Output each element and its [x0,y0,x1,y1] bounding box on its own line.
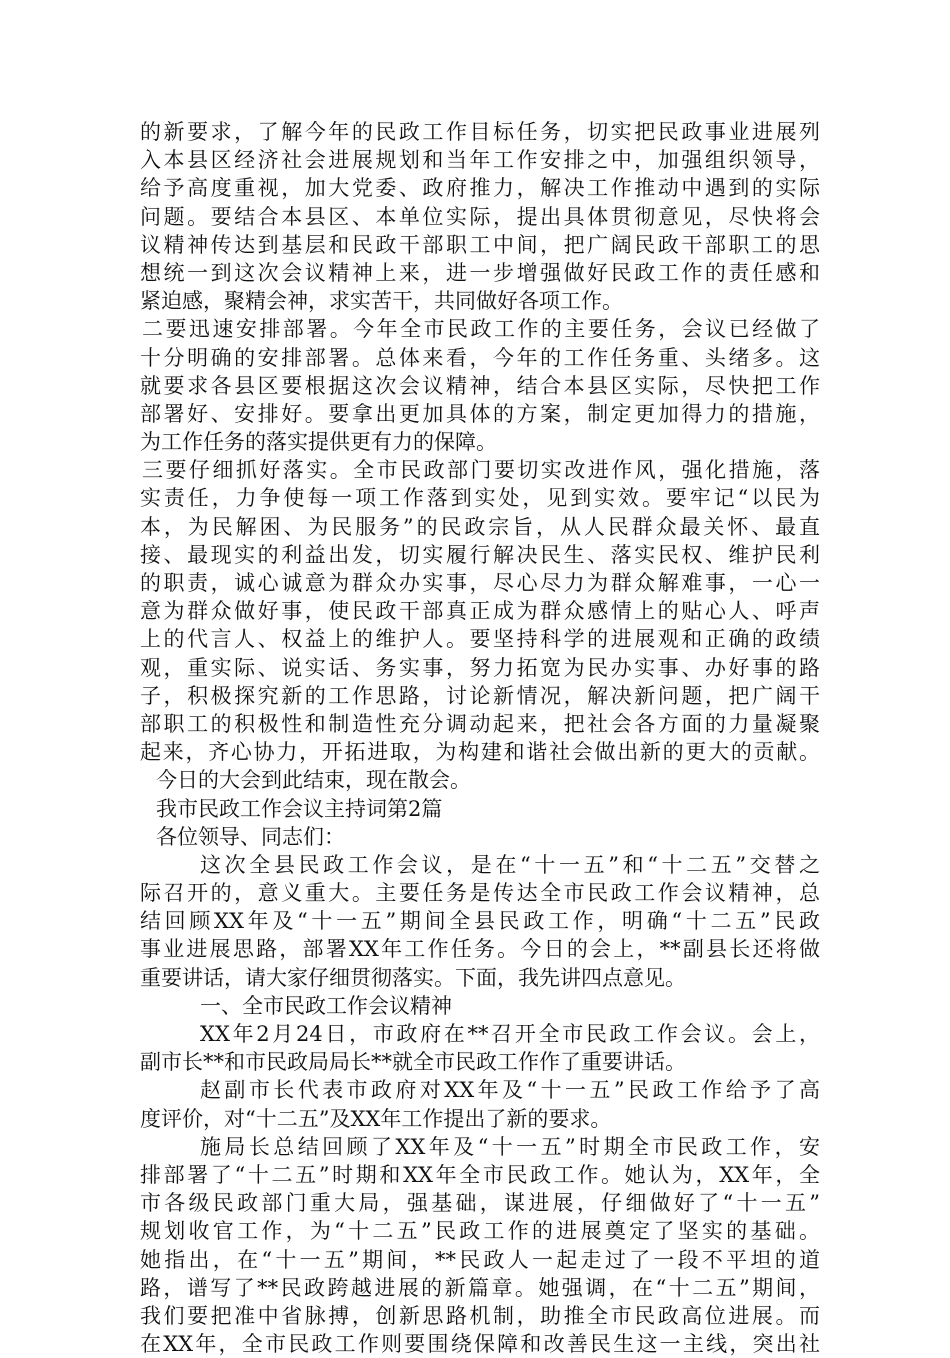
text-line: 三要仔细抓好落实。全市民政部门要切实改进作风，强化措施，落 [142,458,820,483]
text-line: 为工作任务的落实提供更有力的保障。 [140,430,497,455]
text-line: 市各级民政部门重大局，强基础，谋进展，仔细做好了“十一五” [140,1191,820,1216]
text-line: 路，谱写了**民政跨越进展的新篇章。她强调，在“十二五”期间， [140,1275,820,1300]
text-line: 接、最现实的利益出发，切实履行解决民生、落实民权、维护民利 [140,542,820,567]
text-line: 我市民政工作会议主持词第2篇 [156,796,443,821]
text-line: 本，为民解困、为民服务”的民政宗旨，从人民群众最关怀、最直 [140,514,820,539]
text-line: XX年2月24日，市政府在**召开全市民政工作会议。会上， [200,1022,820,1046]
text-line: 重要讲话，请大家仔细贯彻落实。下面，我先讲四点意见。 [140,965,686,990]
text-line: 的新要求，了解今年的民政工作目标任务，切实把民政事业进展列 [140,120,820,144]
text-line: 规划收官工作，为“十二五”民政工作的进展奠定了坚实的基础。 [140,1219,820,1244]
text-line: 子，积极探究新的工作思路，讨论新情况，解决新问题，把广阔干 [140,683,820,708]
text-line: 这次全县民政工作会议，是在“十一五”和“十二五”交替之 [200,852,820,877]
text-line: 十分明确的安排部署。总体来看，今年的工作任务重、头绪多。这 [140,345,820,370]
text-line: 赵副市长代表市政府对XX年及“十一五”民政工作给予了高 [200,1078,820,1103]
text-line: 紧迫感，聚精会神，求实苦干，共同做好各项工作。 [140,289,623,314]
text-line: 度评价，对“十二五”及XX年工作提出了新的要求。 [140,1106,612,1131]
text-line: 部署好、安排好。要拿出更加具体的方案，制定更加得力的措施， [140,401,820,426]
text-line: 际召开的，意义重大。主要任务是传达全市民政工作会议精神，总 [140,881,820,906]
text-line: 她指出，在“十一五”期间，**民政人一起走过了一段不平坦的道 [140,1247,820,1272]
text-line: 副市长**和市民政局局长**就全市民政工作作了重要讲话。 [140,1050,686,1075]
text-line: 观，重实际、说实话、务实事，努力拓宽为民办实事、办好事的路 [140,655,820,680]
text-line: 结回顾XX年及“十一五”期间全县民政工作，明确“十二五”民政 [140,909,820,934]
text-line: 一、全市民政工作会议精神 [200,993,452,1018]
text-line: 二要迅速安排部署。今年全市民政工作的主要任务，会议已经做了 [142,317,820,342]
text-line: 给予高度重视，加大党委、政府推力，解决工作推动中遇到的实际 [140,176,820,201]
text-line: 议精神传达到基层和民政干部职工中间，把广阔民政干部职工的思 [140,232,820,257]
document-body [140,118,820,1358]
text-line: 在XX年，全市民政工作则要围绕保障和改善民生这一主线，突出社 [140,1332,820,1357]
text-line: 起来，齐心协力，开拓进取，为构建和谐社会做出新的更大的贡献。 [140,740,820,765]
text-line: 的职责，诚心诚意为群众办实事，尽心尽力为群众解难事，一心一 [140,571,820,595]
text-line: 实责任，力争使每一项工作落到实处，见到实效。要牢记“以民为 [140,486,820,511]
text-line: 部职工的积极性和制造性充分调动起来，把社会各方面的力量凝聚 [140,711,820,736]
text-line: 排部署了“十二五”时期和XX年全市民政工作。她认为，XX年，全 [140,1162,820,1187]
text-line: 就要求各县区要根据这次会议精神，结合本县区实际，尽快把工作 [140,373,820,398]
text-line: 入本县区经济社会进展规划和当年工作安排之中，加强组织领导， [140,148,820,173]
text-line: 上的代言人、权益上的维护人。要坚持科学的进展观和正确的政绩 [140,627,820,652]
text-line: 事业进展思路，部署XX年工作任务。今日的会上，**副县长还将做 [140,937,820,962]
text-line: 施局长总结回顾了XX年及“十一五”时期全市民政工作，安 [200,1134,820,1159]
text-line: 我们要把准中省脉搏，创新思路机制，助推全市民政高位进展。而 [140,1303,820,1328]
text-line: 想统一到这次会议精神上来，进一步增强做好民政工作的责任感和 [140,260,820,285]
text-line: 今日的大会到此结束，现在散会。 [156,768,471,793]
text-line: 各位领导、同志们： [156,824,345,849]
text-line: 意为群众做好事，使民政干部真正成为群众感情上的贴心人、呼声 [140,599,820,624]
text-line: 问题。要结合本县区、本单位实际，提出具体贯彻意见，尽快将会 [140,204,820,229]
